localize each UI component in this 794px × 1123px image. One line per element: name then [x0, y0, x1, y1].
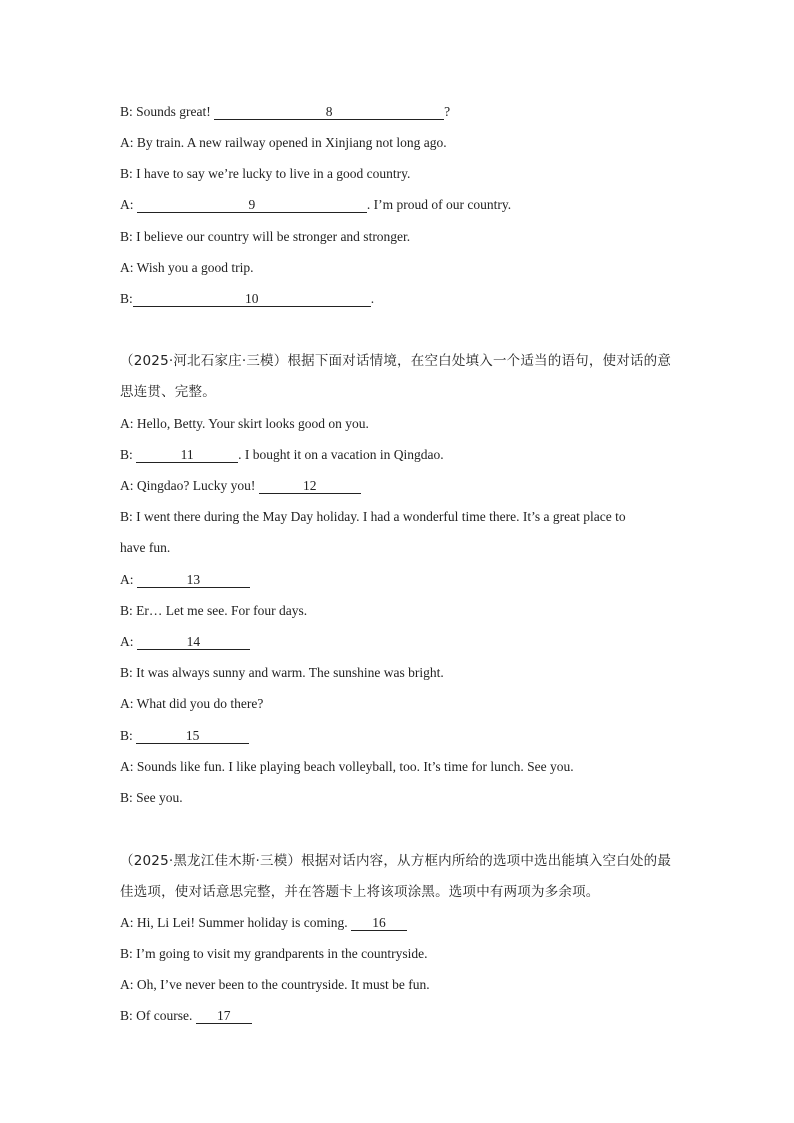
dialogue-line: B: 10 .	[120, 291, 375, 306]
answer-blank[interactable]: 10	[133, 291, 371, 307]
dialogue-line: A: Qingdao? Lucky you! 12	[120, 478, 361, 494]
dialogue-line: A: Hi, Li Lei! Summer holiday is coming. 16	[120, 915, 407, 931]
instruction-text: 思连贯、完整。	[120, 384, 216, 400]
dialogue-line: A: By train. A new railway opened in Xinjiang not long ago.	[120, 135, 447, 150]
dialogue-line: B: 11 . I bought it on a vacation in Qingdao.	[120, 447, 444, 462]
dialogue-line: A: 9 . I’m proud of our country.	[120, 197, 512, 212]
answer-blank[interactable]: 17	[196, 1008, 252, 1024]
answer-blank[interactable]: 13	[137, 572, 250, 588]
dialogue-line: B: Sounds great! 8 ?	[120, 104, 451, 119]
answer-blank[interactable]: 14	[137, 634, 250, 650]
answer-blank[interactable]: 16	[351, 915, 407, 931]
dialogue-line: B: It was always sunny and warm. The sunshine was bright.	[120, 665, 444, 680]
dialogue-line: B: Of course. 17	[120, 1008, 252, 1024]
instruction-text: （2025·河北石家庄·三模）根据下面对话情境，在空白处填入一个适当的语句，使对话的意	[120, 353, 672, 369]
dialogue-line: A: Sounds like fun. I like playing beach volleyball, too. It’s time for lunch. See you.	[120, 759, 574, 774]
dialogue-line: B: I have to say we’re lucky to live in a good country.	[120, 166, 411, 181]
dialogue-line: A: Hello, Betty. Your skirt looks good on you.	[120, 416, 369, 431]
dialogue-line: have fun.	[120, 540, 171, 555]
dialogue-line: B: See you.	[120, 790, 183, 805]
dialogue-line: A: Wish you a good trip.	[120, 260, 254, 275]
answer-blank[interactable]: 8	[214, 104, 444, 120]
dialogue-line: A: What did you do there?	[120, 696, 264, 711]
answer-blank[interactable]: 12	[259, 478, 361, 494]
dialogue-line: B: I’m going to visit my grandparents in the countryside.	[120, 946, 428, 961]
dialogue-line: B: 15	[120, 728, 249, 744]
answer-blank[interactable]: 15	[136, 728, 249, 744]
dialogue-line: B: Er… Let me see. For four days.	[120, 603, 308, 618]
instruction-text: （2025·黑龙江佳木斯·三模）根据对话内容，从方框内所给的选项中选出能填入空白处的最	[120, 853, 672, 869]
dialogue-line: A: 13	[120, 572, 250, 588]
instruction-text: 佳选项，使对话意思完整，并在答题卡上将该项涂黑。选项中有两项为多余项。	[120, 884, 600, 900]
dialogue-line: A: Oh, I’ve never been to the countryside. It must be fun.	[120, 977, 430, 992]
answer-blank[interactable]: 9	[137, 197, 367, 213]
dialogue-line: A: 14	[120, 634, 250, 650]
dialogue-line: B: I believe our country will be stronger and stronger.	[120, 229, 411, 244]
dialogue-line: B: I went there during the May Day holiday. I had a wonderful time there. It’s a great place to	[120, 509, 626, 524]
answer-blank[interactable]: 11	[136, 447, 238, 463]
